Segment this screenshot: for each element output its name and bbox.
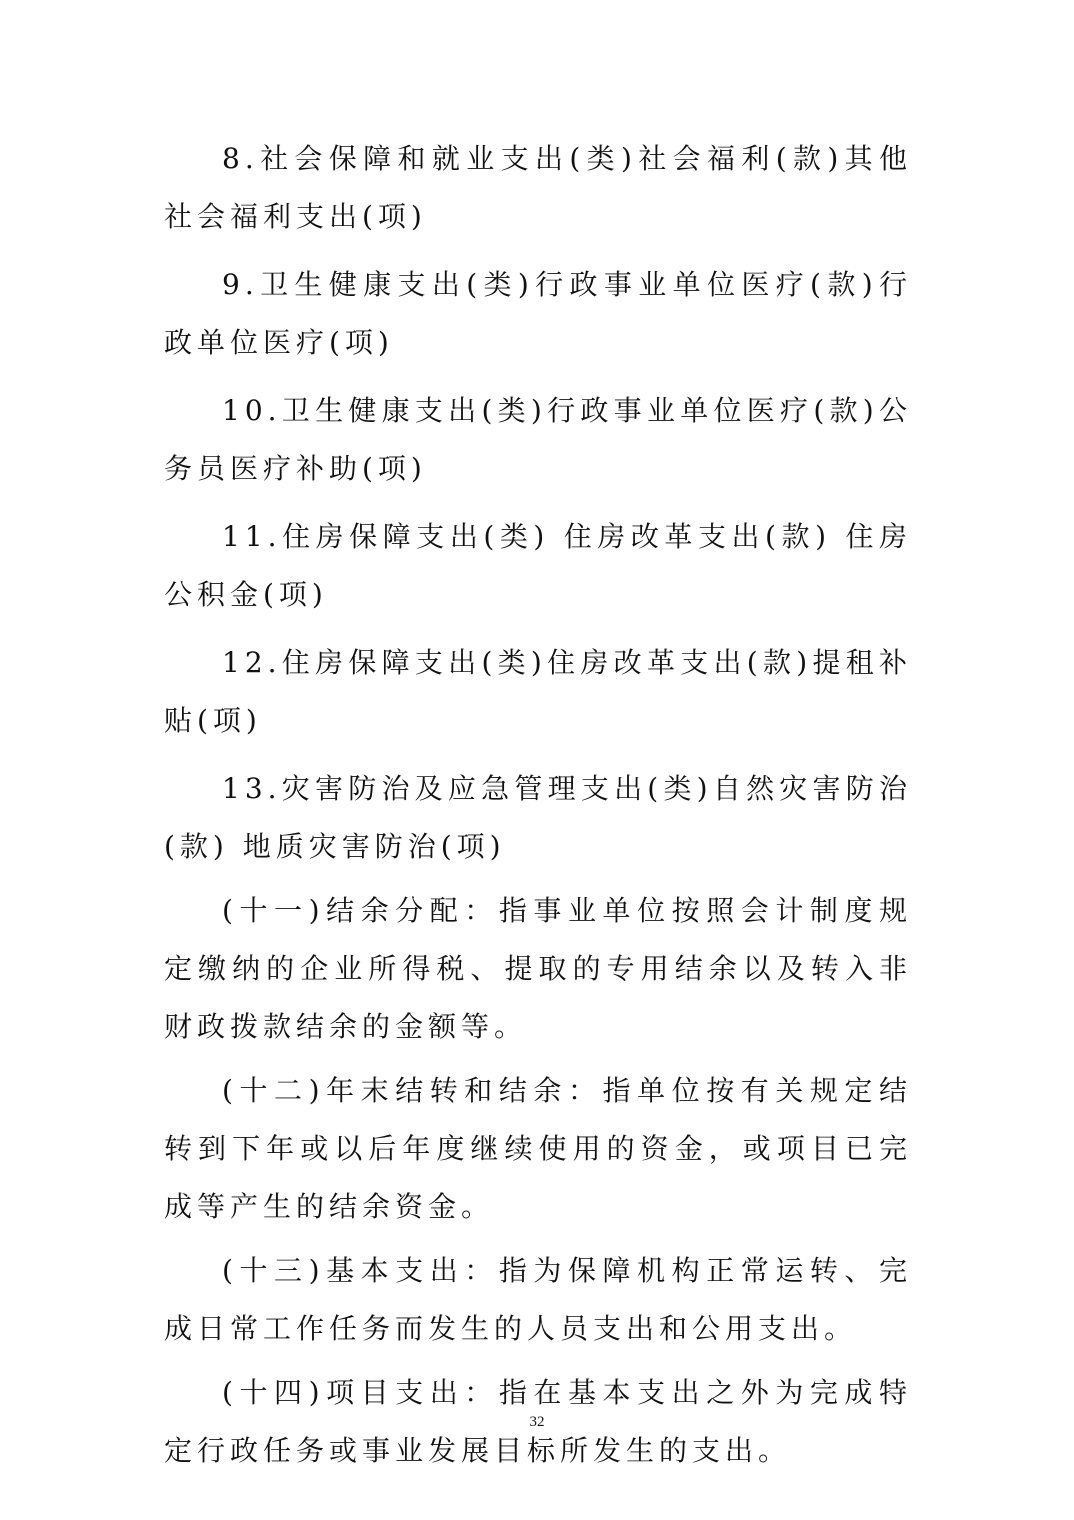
paragraph-basic-expenditure: (十三)基本支出：指为保障机构正常运转、完成日常工作任务而发生的人员支出和公用支出。	[164, 1254, 912, 1345]
paragraph-item-13: 13.灾害防治及应急管理支出(类)自然灾害防治(款) 地质灾害防治(项)	[164, 772, 912, 863]
paragraph-year-end-balance: (十二)年末结转和结余：指单位按有关规定结转到下年或以后年度继续使用的资金，或项目已完成等产生的结余资金。	[164, 1074, 912, 1223]
paragraph-project-expenditure: (十四)项目支出：指在基本支出之外为完成特定行政任务或事业发展目标所发生的支出。	[164, 1376, 912, 1467]
page-number: 32	[529, 1414, 545, 1430]
paragraph-item-11: 11.住房保障支出(类) 住房改革支出(款) 住房公积金(项)	[164, 520, 912, 611]
paragraph-item-8: 8.社会保障和就业支出(类)社会福利(款)其他社会福利支出(项)	[164, 142, 912, 233]
paragraph-item-9: 9.卫生健康支出(类)行政事业单位医疗(款)行政单位医疗(项)	[164, 268, 912, 359]
document-body	[164, 130, 912, 1480]
paragraph-surplus-distribution: (十一)结余分配：指事业单位按照会计制度规定缴纳的企业所得税、提取的专用结余以及转入非财政拨款结余的金额等。	[164, 894, 912, 1043]
paragraph-item-12: 12.住房保障支出(类)住房改革支出(款)提租补贴(项)	[164, 646, 912, 737]
paragraph-item-10: 10.卫生健康支出(类)行政事业单位医疗(款)公务员医疗补助(项)	[164, 394, 912, 485]
